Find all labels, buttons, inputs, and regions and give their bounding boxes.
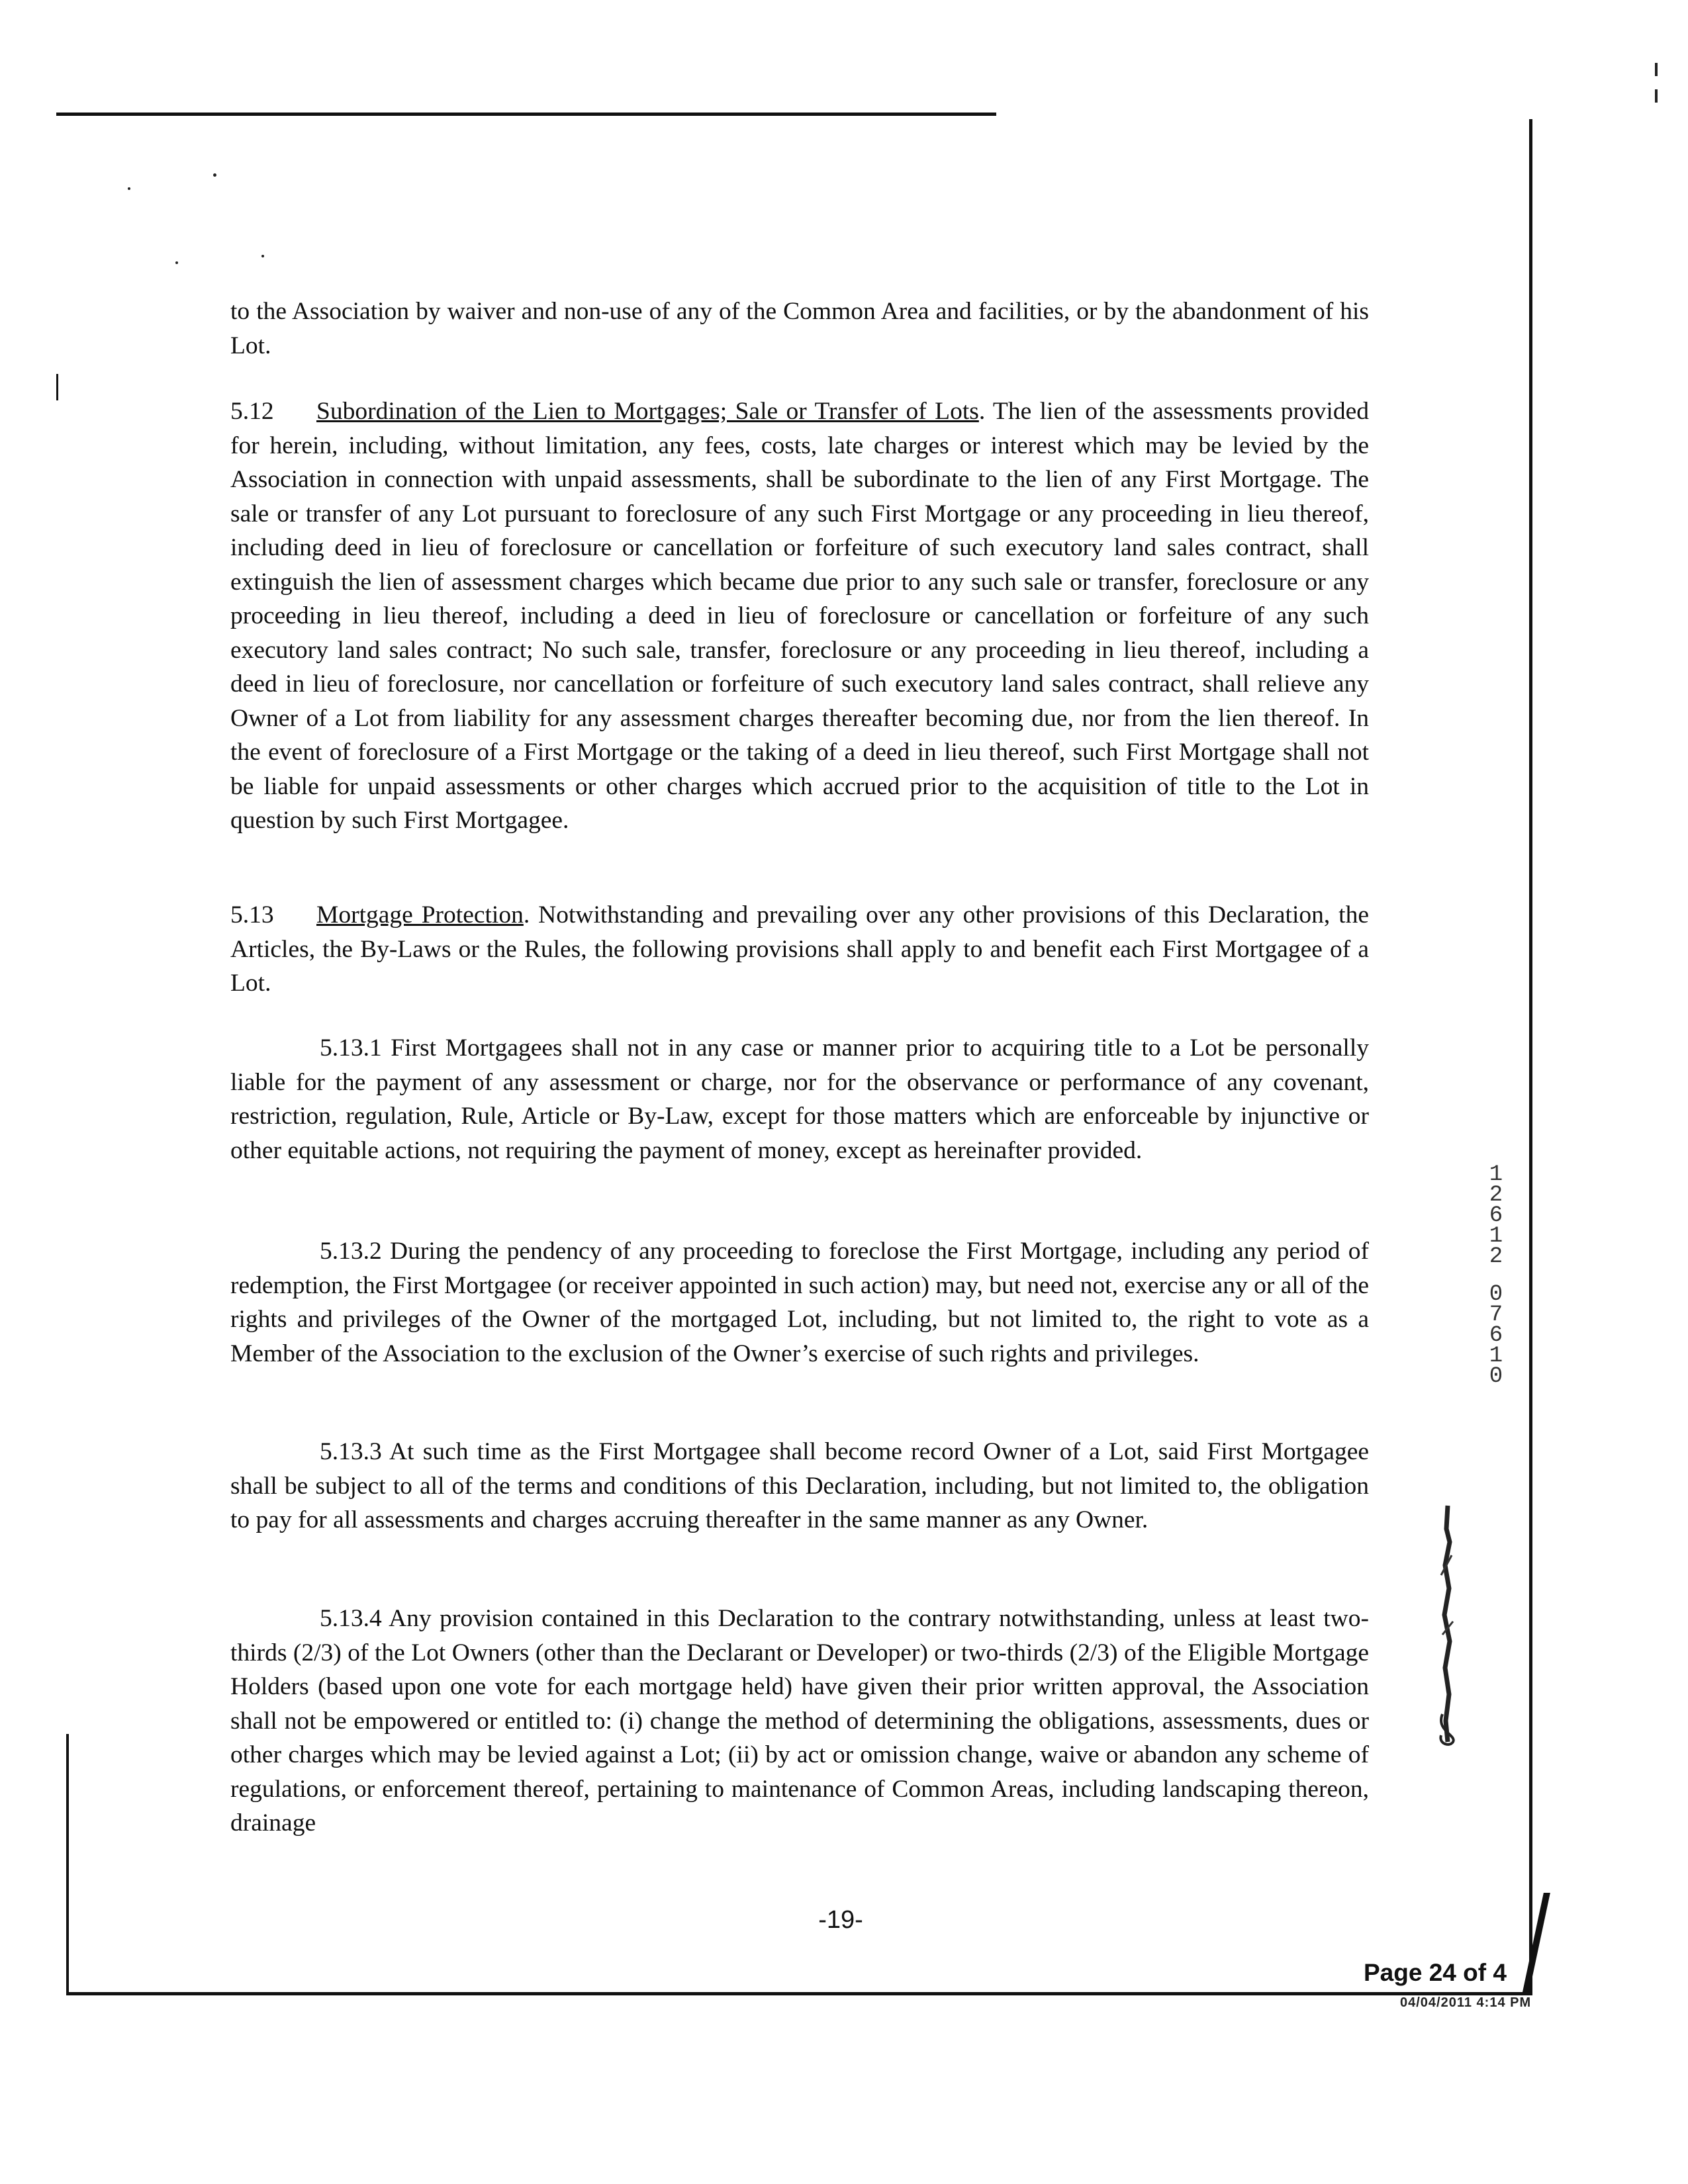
left-tick: [56, 374, 58, 400]
section-number: 5.12: [230, 398, 274, 425]
page-count-stamp: Page 24 of 4: [1364, 1959, 1507, 1986]
filing-date-stamp: 04/04/2011 4:14 PM: [1400, 1995, 1532, 2010]
right-border: [1529, 119, 1532, 1992]
top-rule: [56, 113, 996, 116]
recording-number-part1: 12612: [1489, 1162, 1503, 1269]
section-5-13-4: 5.13.4 Any provision contained in this Declaration to the contrary notwithstanding, unless at least two-thirds (2/3) of the Lot Owners (other than the Declarant or Developer) or two-thirds (2/3) of the Eligible Mortgage Holders (based upon one vote for each mortgage held) have given their prior written approval, the Association shall not be empowered or entitled to: (i) change the method of determining the obligations, assessments, dues or other charges which may be levied against a Lot; (ii) by act or omission change, waive or abandon any scheme of regulations, or enforcement thereof, pertaining to maintenance of Common Areas, including landscaping thereon, drainage: [230, 1605, 1369, 1837]
corner-wedge: [1523, 1893, 1550, 1992]
speck: [213, 173, 216, 177]
recording-number: [1483, 1162, 1509, 1389]
speck: [1655, 63, 1658, 76]
speck: [1655, 89, 1658, 103]
section-body: . The lien of the assessments provided for herein, including, without limitation, any fees, costs, late charges or interest which may be levied by the Association in connection with unpaid assessments, shall be subordinate to the lien of any First Mortgage. The sale or transfer of any Lot pursuant to foreclosure of any such First Mortgage or any proceeding in lieu thereof, including deed in lieu of foreclosure or cancellation or forfeiture of such executory land sales contract, shall extinguish the lien of assessment charges which became due prior to any such sale or transfer, foreclosure or any proceeding in lieu thereof, including a deed in lieu of foreclosure or cancellation or forfeiture of any such executory land sales contract; No such sale, transfer, foreclosure or any proceeding in lieu thereof, including a deed in lieu of foreclosure, nor cancellation or forfeiture of such executory land sales contract, shall relieve any Owner of a Lot from liability for any assessment charges thereafter becoming due, nor from the lien thereof. In the event of foreclosure of a First Mortgage or the taking of a deed in lieu thereof, such First Mortgage shall not be liable for unpaid assessments or other charges which accrued prior to the acquisition of title to the Lot in question by such First Mortgagee.: [230, 398, 1369, 834]
recording-number-part2: 07610: [1489, 1282, 1503, 1389]
vertical-signature-stamp: [1433, 1502, 1463, 1747]
left-border: [66, 1734, 69, 1995]
section-number: 5.13: [230, 901, 274, 929]
speck: [128, 187, 130, 190]
section-5-12: [230, 394, 1369, 838]
section-5-13: [230, 898, 1369, 1001]
section-5-13-1: 5.13.1 First Mortgagees shall not in any case or manner prior to acquiring title to a Lot be personally liable for the payment of any assessment or charge, nor for the observance or performance of any covenant, restriction, regulation, Rule, Article or By-Law, except for those matters which are enforceable by injunctive or other equitable actions, not requiring the payment of money, except as hereinafter provided.: [230, 1034, 1369, 1164]
bottom-border: [66, 1992, 1532, 1995]
signature-stroke: [1444, 1506, 1450, 1742]
speck: [261, 255, 264, 257]
speck: [175, 261, 178, 264]
continuation-paragraph: to the Association by waiver and non-use of any of the Common Area and facilities, or by the abandonment of his Lot.: [230, 298, 1369, 359]
section-5-13-2: 5.13.2 During the pendency of any proceeding to foreclose the First Mortgage, including any period of redemption, the First Mortgagee (or receiver appointed in such action) may, but need not, exercise any or all of the rights and privileges of the Owner of the mortgaged Lot, including, but not limited to, the right to vote as a Member of the Association to the exclusion of the Owner’s exercise of such rights and privileges.: [230, 1238, 1369, 1367]
section-title: Subordination of the Lien to Mortgages; Sale or Transfer of Lots: [316, 398, 979, 425]
section-5-13-3: 5.13.3 At such time as the First Mortgagee shall become record Owner of a Lot, said First Mortgagee shall be subject to all of the terms and conditions of this Declaration, including, but not limited to, the obligation to pay for all assessments and charges accruing thereafter in the same manner as any Owner.: [230, 1438, 1369, 1533]
section-body: . Notwithstanding and prevailing over any other provisions of this Declaration, the Articles, the By-Laws or the Rules, the following provisions shall apply to and benefit each First Mortgagee of a Lot.: [230, 901, 1369, 997]
section-title: Mortgage Protection: [316, 901, 524, 929]
page-number: -19-: [818, 1906, 863, 1934]
